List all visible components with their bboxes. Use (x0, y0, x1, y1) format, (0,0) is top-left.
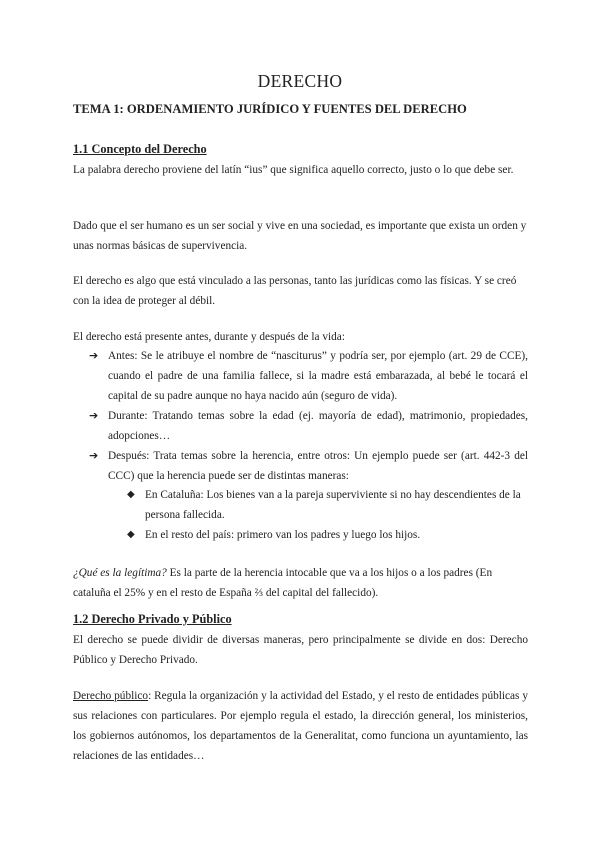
term-derecho-publico: Derecho público (73, 690, 149, 702)
section-heading-concepto: 1.1 Concepto del Derecho (73, 142, 207, 156)
topic-title: TEMA 1: ORDENAMIENTO JURÍDICO Y FUENTES DEL DERECHO (73, 102, 467, 116)
sub-list-item: En Cataluña: Los bienes van a la pareja superviviente si no hay descendientes de la persona fallecida. (145, 489, 521, 521)
arrow-right-icon: ➔ (89, 349, 99, 362)
arrow-right-icon: ➔ (89, 449, 99, 462)
section-heading-privado-publico: 1.2 Derecho Privado y Público (73, 612, 232, 626)
paragraph: La palabra derecho proviene del latín “ius” que significa aquello correcto, justo o lo que debe ser. (73, 164, 514, 176)
list-item: Antes: Se le atribuye el nombre de “nasciturus” y podría ser, por ejemplo (art. 29 de CCE), cuando el padre de una familia fallece, si la madre está embarazada, al bebé le tocará el capital de su padre aunque no haya nacido aún (seguro de vida). (108, 350, 528, 402)
paragraph: El derecho se puede dividir de diversas maneras, pero principalmente se divide en dos: Derecho Público y Derecho Privado. (73, 634, 528, 666)
paragraph-derecho-publico (73, 686, 528, 766)
paragraph: Dado que el ser humano es un ser social y vive en una sociedad, es importante que exista un orden y unas normas básicas de supervivencia. (73, 220, 527, 252)
definition-text: : Regula la organización y la actividad del Estado, y el resto de entidades públicas y sus relaciones con particulares. Por ejemplo regula el estado, la dirección general, los ministerios, los gobiernos autónomos, los departamentos de la Generalitat, como funciona un ayuntamiento, las relaciones de las entidades… (73, 690, 529, 762)
list-item: Después: Trata temas sobre la herencia, entre otros: Un ejemplo puede ser (art. 442-3 del CCC) que la herencia puede ser de distintas maneras: (108, 450, 528, 482)
legitima-question: ¿Qué es la legítima? (73, 567, 167, 579)
legitima-answer: Es la parte de la herencia intocable que va a los hijos o a los padres (En cataluña el 25% y en el resto de España ⅔ del capital del fallecido). (73, 567, 493, 599)
paragraph: El derecho es algo que está vinculado a las personas, tanto las jurídicas como las físicas. Y se creó con la idea de proteger al débil. (73, 275, 517, 307)
diamond-icon: ◆ (127, 489, 135, 500)
list-item: Durante: Tratando temas sobre la edad (ej. mayoría de edad), matrimonio, propiedades, adopciones… (108, 410, 528, 442)
paragraph: El derecho está presente antes, durante y después de la vida: (73, 331, 345, 343)
paragraph-legitima (73, 563, 528, 603)
diamond-icon: ◆ (127, 529, 135, 540)
page-title: DERECHO (257, 71, 343, 91)
arrow-right-icon: ➔ (89, 409, 99, 422)
sub-list-item: En el resto del país: primero van los padres y luego los hijos. (145, 529, 421, 541)
